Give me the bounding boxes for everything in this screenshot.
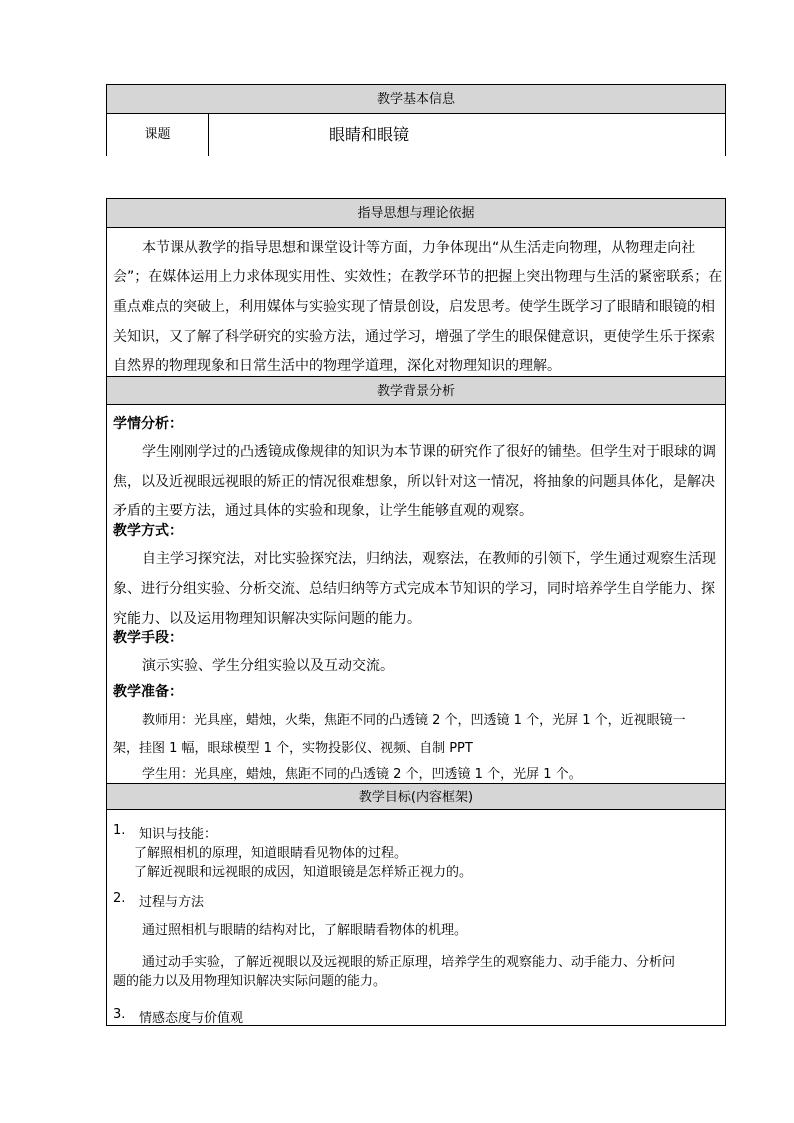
teaching-means-line: 演示实验、学生分组实验以及互动交流。 <box>142 658 394 674</box>
background-header: 教学背景分析 <box>107 376 725 405</box>
teaching-prep-line: 架，挂图 1 幅，眼球模型 1 个，实物投影仪、视频、自制 PPT <box>113 741 473 756</box>
objective-number: 3. <box>113 1007 126 1022</box>
teaching-prep-title: 教学准备： <box>113 684 183 700</box>
teaching-method-line: 自主学习探究法，对比实验探究法，归纳法，观察法，在教师的引领下，学生通过观察生活现 <box>142 551 716 567</box>
teaching-method-line: 究能力、以及运用物理知识解决实际问题的能力。 <box>113 611 421 627</box>
objective-line: 通过动手实验，了解近视眼以及远视眼的矫正原理，培养学生的观察能力、动手能力、分析问 <box>142 955 676 970</box>
basic-info-table <box>106 84 726 156</box>
objective-line: 了解照相机的原理，知道眼睛看见物体的过程。 <box>134 846 408 861</box>
objective-number: 1. <box>113 823 126 838</box>
teaching-method-title: 教学方式： <box>113 523 183 539</box>
objective-number: 2. <box>113 891 126 906</box>
student-analysis-title: 学情分析： <box>113 416 183 432</box>
objective-line: 了解近视眼和远视眼的成因，知道眼镜是怎样矫正视力的。 <box>134 865 473 880</box>
objective-line: 题的能力以及用物理知识解决实际问题的能力。 <box>113 974 387 989</box>
main-table <box>106 198 726 1026</box>
teaching-prep-line: 教师用：光具座，蜡烛，火柴，焦距不同的凸透镜 2 个，凹透镜 1 个，光屏 1 个，近视眼镜一 <box>142 713 686 728</box>
teaching-means-title: 教学手段： <box>113 630 183 646</box>
topic-value: 眼睛和眼镜 <box>329 125 410 144</box>
teaching-method-line: 象、进行分组实验、分析交流、总结归纳等方式完成本节知识的学习，同时培养学生自学能力、探 <box>113 581 715 597</box>
guiding-line: 本节课从教学的指导思想和课堂设计等方面，力争体现出“从生活走向物理，从物理走向社 <box>142 240 696 256</box>
objective-title: 情感态度与价值观 <box>139 1011 244 1026</box>
guiding-line: 自然界的物理现象和日常生活中的物理学道理，深化对物理知识的理解。 <box>113 358 561 374</box>
student-analysis-line: 学生刚刚学过的凸透镜成像规律的知识为本节课的研究作了很好的铺垫。但学生对于眼球的调 <box>142 444 716 460</box>
objective-title: 知识与技能： <box>139 827 218 842</box>
guiding-line: 重点难点的突破上，利用媒体与实验实现了情景创设，启发思考。使学生既学习了眼睛和眼镜的相 <box>113 299 715 315</box>
basic-info-header: 教学基本信息 <box>107 85 725 114</box>
guiding-line: 关知识，又了解了科学研究的实验方法，通过学习，增强了学生的眼保健意识，更使学生乐于探索 <box>113 329 715 345</box>
guiding-line: 会”；在媒体运用上力求体现实用性、实效性；在教学环节的把握上突出物理与生活的紧密联系；在 <box>113 269 723 285</box>
student-analysis-line: 矛盾的主要方法，通过具体的实验和现象，让学生能够直观的观察。 <box>113 503 533 519</box>
objective-line: 通过照相机与眼睛的结构对比，了解眼睛看物体的机理。 <box>142 923 468 938</box>
student-analysis-line: 焦，以及近视眼远视眼的矫正的情况很难想象，所以针对这一情况，将抽象的问题具体化，是解决 <box>113 474 715 490</box>
teaching-prep-line: 学生用：光具座，蜡烛，焦距不同的凸透镜 2 个，凹透镜 1 个，光屏 1 个。 <box>142 767 582 782</box>
objective-title: 过程与方法 <box>139 895 205 910</box>
topic-label: 课题 <box>107 114 209 156</box>
guiding-header: 指导思想与理论依据 <box>107 199 725 228</box>
objectives-header: 教学目标(内容框架) <box>107 783 725 810</box>
